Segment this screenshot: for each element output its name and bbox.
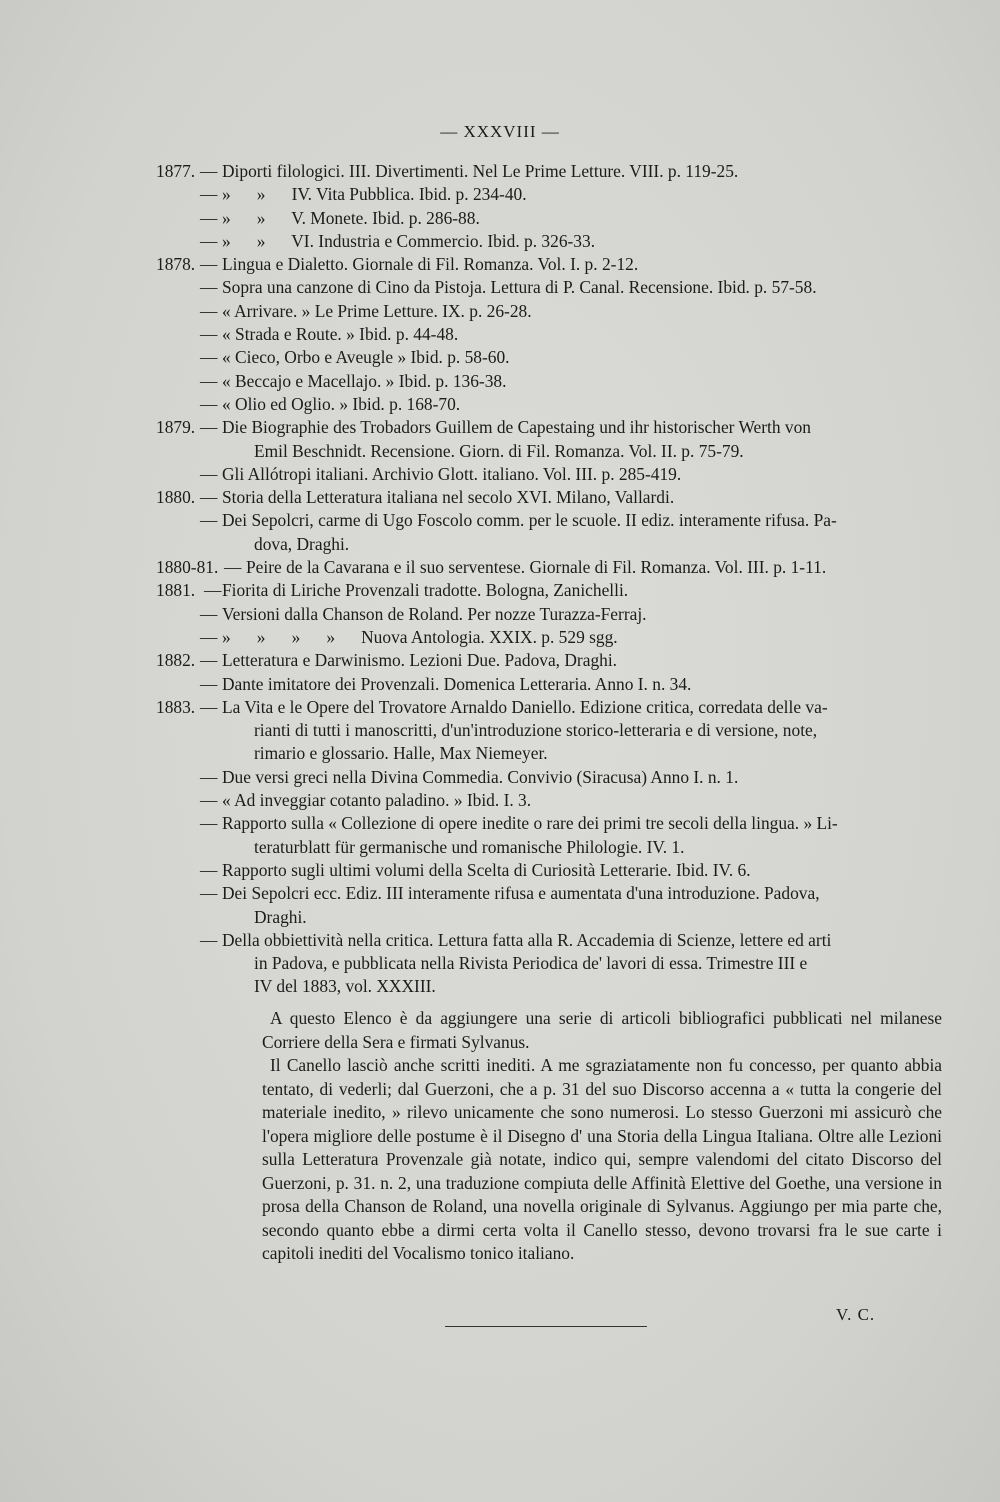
bibliography-line [156,416,956,439]
bibliography-line [156,859,956,882]
note-paragraph-1: A questo Elenco è da aggiungere una serie di articoli bibliografici pubblicati nel milanese Corriere della Sera e firmati Sylvanus. [262,1008,942,1052]
entry-dash: — [200,393,218,414]
entry-text: Due versi greci nella Divina Commedia. Convivio (Siracusa) Anno I. n. 1. [222,766,739,787]
bibliography-line [156,486,956,509]
entry-year: 1882. [156,650,196,671]
bibliography-line [156,766,956,789]
entry-dash: — [200,883,218,904]
bibliography-line [156,253,956,276]
entry-year: 1879. [156,417,196,438]
entry-text: Versioni dalla Chanson de Roland. Per nozze Turazza-Ferraj. [222,603,647,624]
bibliography-line [156,323,956,346]
bibliography-line [156,696,956,719]
entry-dash: — [200,650,218,671]
entry-text: in Padova, e pubblicata nella Rivista Periodica de' lavori di essa. Trimestre III e [254,953,808,974]
bibliography-line [156,393,956,416]
entry-text: Gli Allótropi italiani. Archivio Glott. italiano. Vol. III. p. 285-419. [222,463,682,484]
bibliography-line [156,556,956,579]
entry-dash: — [200,673,218,694]
bibliography-line [156,673,956,696]
entry-dash: — [200,859,218,880]
entry-text: Rapporto sugli ultimi volumi della Scelta di Curiosità Letterarie. Ibid. IV. 6. [222,859,751,880]
entry-text: Lingua e Dialetto. Giornale di Fil. Romanza. Vol. I. p. 2-12. [222,254,639,275]
entry-dash: — [200,277,218,298]
entry-year: 1878. [156,254,196,275]
bibliography-line [156,300,956,323]
note-paragraph-2: Il Canello lasciò anche scritti inediti. A me sgraziatamente non fu concesso, per quanto abbia tentato, di vederli; dal Guerzoni, che a p. 31 del suo Discorso accenna a « tutta la congerie del materiale inedito, » rilevo unicamente che sono numerosi. Lo stesso Guerzoni mi assicurò che l'opera migliore delle postume è il Disegno d' una Storia della Lingua Italiana. Oltre alle Lezioni sulla Letteratura Provenzale già notate, indico qui, sempre valendomi del citato Discorso del Guerzoni, p. 31. n. 2, una traduzione compiuta delle Affinità Elettive del Goethe, una versione in prosa della Chanson de Roland, una novella originale di Sylvanus. Aggiungo per mia parte che, secondo quanto ebbe a dirmi certa volta il Canello stesso, devono trovarsi fra le sue carte i capitoli inediti del Vocalismo tonico italiano. [262,1055,942,1263]
entry-year: 1881. [156,580,196,601]
closing-rule [445,1326,647,1327]
entry-text: » » » » Nuova Antologia. XXIX. p. 529 sgg. [222,626,618,647]
bibliography-line [156,509,956,532]
entry-text: « Strada e Route. » Ibid. p. 44-48. [222,324,459,345]
entry-dash: — [200,696,218,717]
bibliography-line [156,579,956,602]
entry-text: La Vita e le Opere del Trovatore Arnaldo Daniello. Edizione critica, corredata delle va- [222,696,828,717]
entry-text: IV del 1883, vol. XXXIII. [254,976,436,997]
entry-dash: — [200,230,218,251]
entry-dash: — [200,300,218,321]
entry-dash: — [200,370,218,391]
bibliography-line [156,230,956,253]
bibliography-line [156,626,956,649]
entry-dash: — [224,557,242,578]
entry-text: Draghi. [254,906,307,927]
bibliography-line [156,463,956,486]
entry-text: Della obbiettività nella critica. Lettura fatta alla R. Accademia di Scienze, lettere ed arti [222,929,832,950]
bibliography-line [156,183,956,206]
entry-text: Rapporto sulla « Collezione di opere inedite o rare dei primi tre secoli della lingua. » Li- [222,813,838,834]
bibliography-line [156,603,956,626]
entry-year: 1883. [156,696,196,717]
entry-dash: — [200,510,218,531]
entry-text: Dei Sepolcri ecc. Ediz. III interamente rifusa e aumentata d'una introduzione. Padova, [222,883,820,904]
entry-text: Die Biographie des Trobadors Guillem de Capestaing und ihr historischer Werth von [222,417,811,438]
entry-dash: — [200,324,218,345]
entry-text: » » VI. Industria e Commercio. Ibid. p. 326-33. [222,230,596,251]
entry-dash: — [200,813,218,834]
bibliography-list [156,160,956,999]
entry-text: Letteratura e Darwinismo. Lezioni Due. Padova, Draghi. [222,650,618,671]
signature: V. C. [836,1305,876,1324]
entry-dash: — [200,161,218,181]
entry-text: Dante imitatore dei Provenzali. Domenica Letteraria. Anno I. n. 34. [222,673,692,694]
entry-dash: — [200,254,218,275]
page-number: — XXXVIII — [440,122,560,141]
entry-dash: — [200,487,218,508]
entry-text: rianti di tutti i manoscritti, d'un'introduzione storico-letteraria e di versione, note, [254,720,818,741]
entry-dash: — [200,347,218,368]
entry-text: Fiorita di Liriche Provenzali tradotte. Bologna, Zanichelli. [222,580,629,601]
entry-dash: — [200,929,218,950]
entry-text: Emil Beschnidt. Recensione. Giorn. di Fil. Romanza. Vol. II. p. 75-79. [254,440,744,461]
entry-dash: — [200,207,218,228]
entry-text: Peire de la Cavarana e il suo serventese. Giornale di Fil. Romanza. Vol. III. p. 1-11. [246,557,827,578]
bibliography-line [156,346,956,369]
bibliography-line [156,533,956,556]
entry-dash: — [200,184,218,205]
entry-text: « Beccajo e Macellajo. » Ibid. p. 136-38. [222,370,507,391]
entry-text: « Arrivare. » Le Prime Letture. IX. p. 26-28. [222,300,532,321]
entry-text: Diporti filologici. III. Divertimenti. Nel Le Prime Letture. VIII. p. 119-25. [222,161,739,181]
entry-dash: — [200,463,218,484]
bibliography-line [156,207,956,230]
closing-notes [262,1007,942,1266]
entry-dash: — [200,766,218,787]
entry-text: » » V. Monete. Ibid. p. 286-88. [222,207,480,228]
bibliography-line [156,370,956,393]
bibliography-line [156,649,956,672]
entry-text: « Cieco, Orbo e Aveugle » Ibid. p. 58-60. [222,347,510,368]
entry-year: 1880-81. [156,557,219,578]
entry-year: 1877. [156,161,196,181]
entry-text: rimario e glossario. Halle, Max Niemeyer. [254,743,548,764]
entry-year: 1880. [156,487,196,508]
entry-dash: — [200,603,218,624]
entry-text: « Olio ed Oglio. » Ibid. p. 168-70. [222,393,461,414]
bibliography-line [156,836,956,859]
entry-text: « Ad inveggiar cotanto paladino. » Ibid. I. 3. [222,790,532,811]
bibliography-line [156,906,956,929]
entry-text: » » IV. Vita Pubblica. Ibid. p. 234-40. [222,184,527,205]
bibliography-line [156,929,956,952]
bibliography-line [156,160,956,183]
entry-text: Storia della Letteratura italiana nel secolo XVI. Milano, Vallardi. [222,487,675,508]
entry-dash: — [200,790,218,811]
bibliography-line [156,440,956,463]
entry-dash: — [200,417,218,438]
bibliography-line [156,276,956,299]
entry-text: Sopra una canzone di Cino da Pistoja. Lettura di P. Canal. Recensione. Ibid. p. 57-58. [222,277,817,298]
bibliography-line [156,952,956,975]
entry-text: Dei Sepolcri, carme di Ugo Foscolo comm. per le scuole. II ediz. interamente rifusa. Pa- [222,510,837,531]
entry-dash: — [200,626,218,647]
bibliography-line [156,719,956,742]
bibliography-line [156,812,956,835]
bibliography-line [156,975,956,998]
bibliography-line [156,742,956,765]
entry-dash: — [204,580,222,601]
entry-text: dova, Draghi. [254,533,350,554]
bibliography-line [156,789,956,812]
entry-text: teraturblatt für germanische und romanische Philologie. IV. 1. [254,836,685,857]
bibliography-line [156,882,956,905]
